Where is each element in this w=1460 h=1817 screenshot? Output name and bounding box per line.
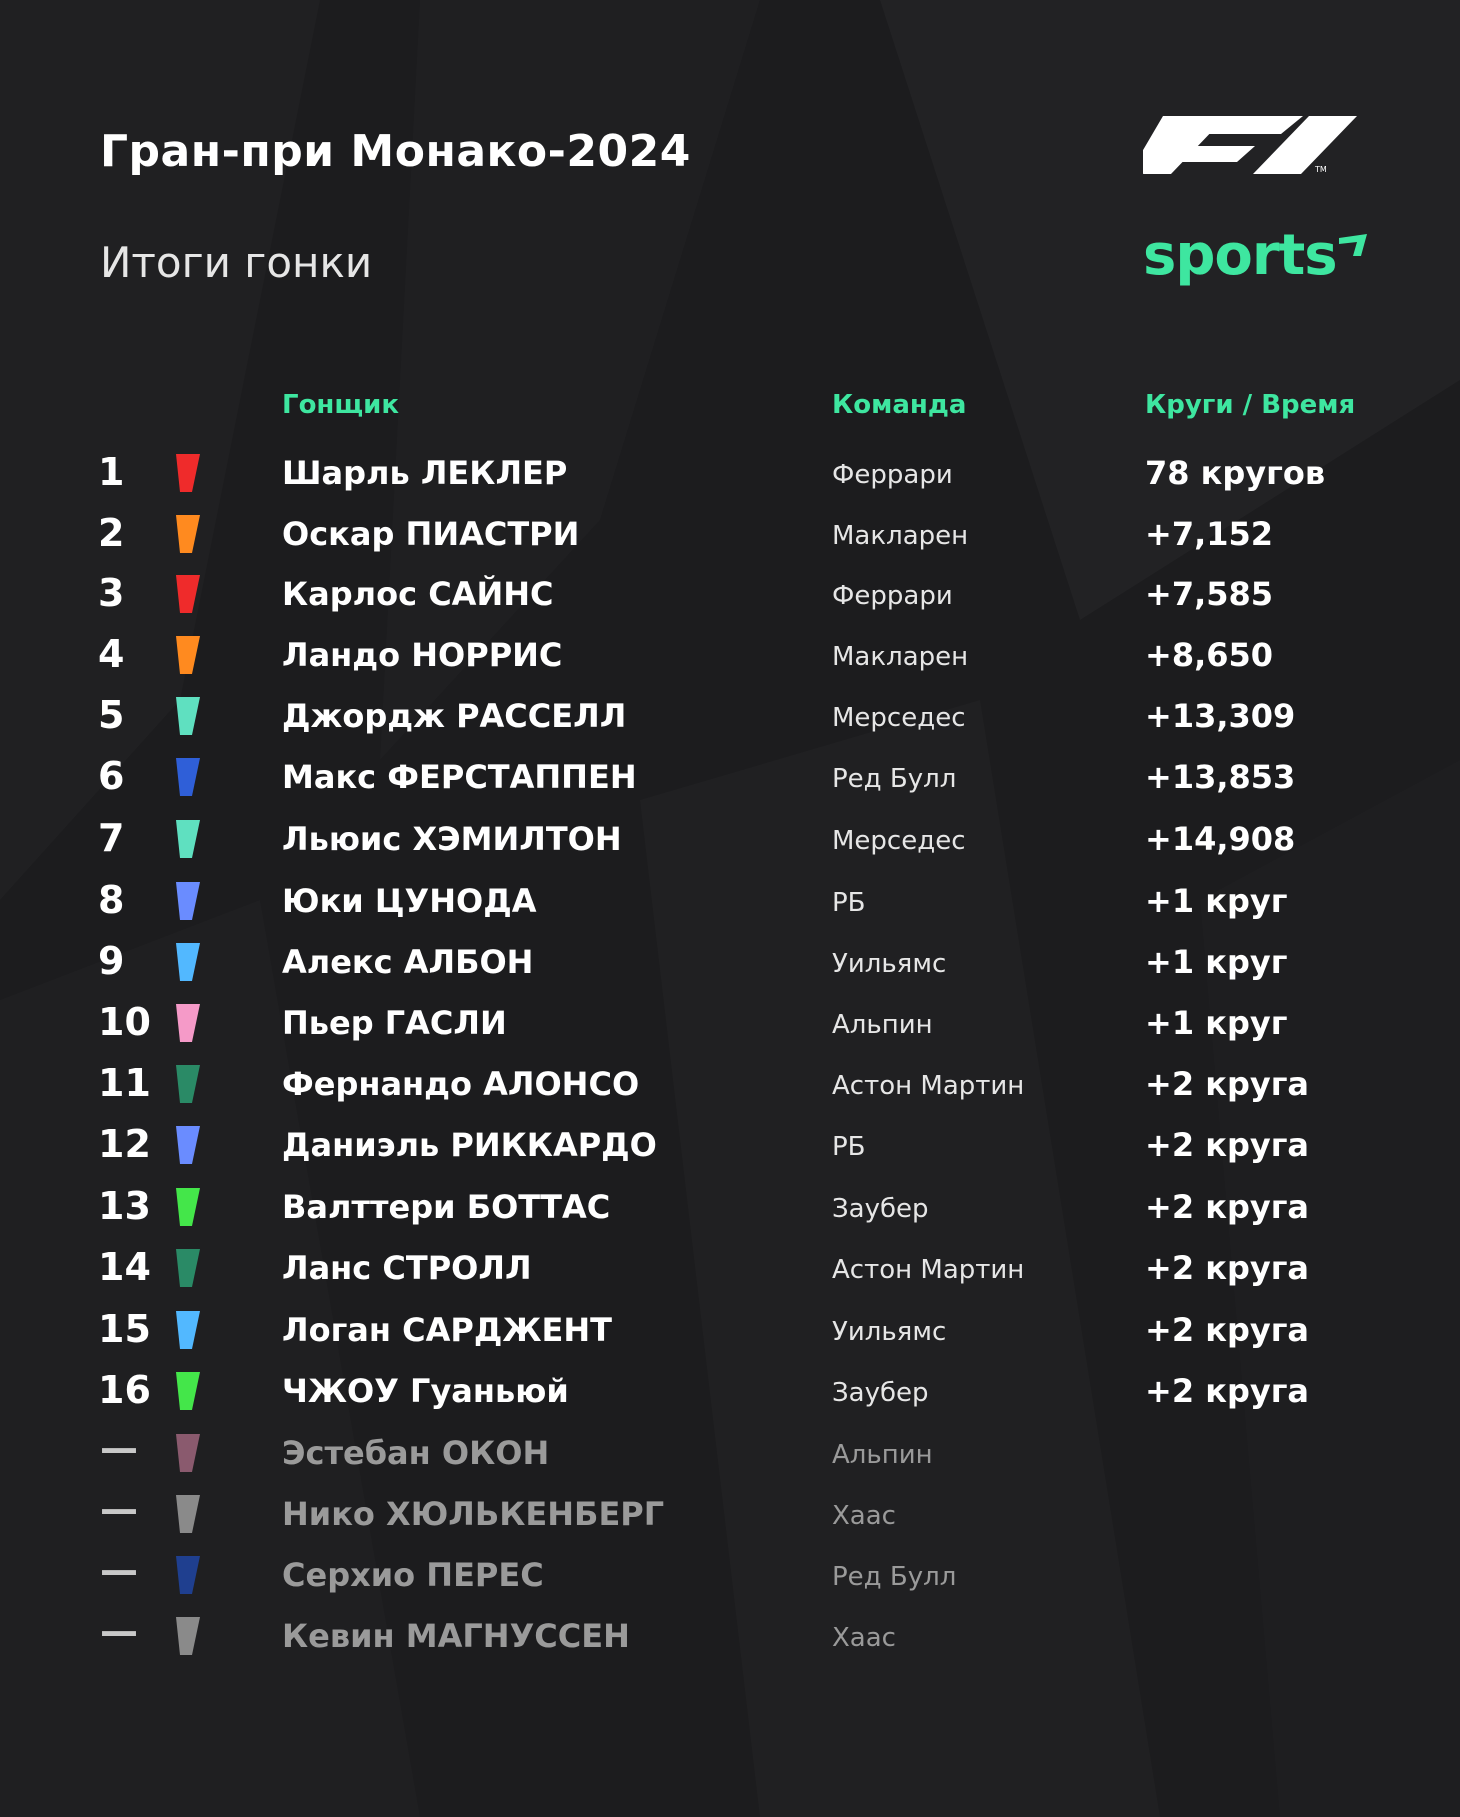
team-name: Астон Мартин xyxy=(832,1071,1025,1101)
team-name: Уильямс xyxy=(832,1317,947,1347)
team-name: Ред Булл xyxy=(832,1562,957,1592)
laps-time: 78 кругов xyxy=(1145,454,1326,492)
laps-time: +13,853 xyxy=(1145,758,1296,796)
team-color-flag-icon xyxy=(174,1004,200,1042)
position: 13 xyxy=(98,1184,151,1228)
team-name: РБ xyxy=(832,888,866,918)
team-color-flag-icon xyxy=(174,1495,200,1533)
team-name: Астон Мартин xyxy=(832,1255,1025,1285)
position: — xyxy=(100,1487,138,1531)
column-header-driver: Гонщик xyxy=(282,390,399,420)
table-row xyxy=(0,1605,1460,1665)
driver-name: Даниэль РИККАРДО xyxy=(282,1126,657,1164)
team-name: Макларен xyxy=(832,521,969,551)
team-color-flag-icon xyxy=(174,943,200,981)
table-row xyxy=(0,746,1460,806)
team-name: Мерседес xyxy=(832,826,966,856)
position: 8 xyxy=(98,878,125,922)
laps-time: +1 круг xyxy=(1145,943,1288,981)
position: — xyxy=(100,1548,138,1592)
table-row xyxy=(0,870,1460,930)
laps-time: +2 круга xyxy=(1145,1188,1310,1226)
page-title: Гран-при Монако-2024 xyxy=(100,126,691,177)
table-row xyxy=(0,992,1460,1052)
laps-time: +2 круга xyxy=(1145,1249,1310,1287)
position: 3 xyxy=(98,571,125,615)
driver-name: Серхио ПЕРЕС xyxy=(282,1556,544,1594)
table-row xyxy=(0,1237,1460,1297)
position: 10 xyxy=(98,1000,151,1044)
driver-name: Ланс СТРОЛЛ xyxy=(282,1249,532,1287)
table-row xyxy=(0,563,1460,623)
sports-logo-text: sports xyxy=(1143,223,1337,288)
team-name: РБ xyxy=(832,1132,866,1162)
position: — xyxy=(100,1426,138,1470)
driver-name: Шарль ЛЕКЛЕР xyxy=(282,454,568,492)
team-color-flag-icon xyxy=(174,1065,200,1103)
position: 16 xyxy=(98,1368,151,1412)
position: 2 xyxy=(98,511,125,555)
driver-name: ЧЖОУ Гуаньюй xyxy=(282,1372,569,1410)
table-row xyxy=(0,1299,1460,1359)
team-color-flag-icon xyxy=(174,1188,200,1226)
table-row xyxy=(0,442,1460,502)
f1-logo xyxy=(1143,116,1357,174)
team-name: Ред Булл xyxy=(832,764,957,794)
team-name: Феррари xyxy=(832,581,953,611)
driver-name: Эстебан ОКОН xyxy=(282,1434,550,1472)
driver-name: Логан САРДЖЕНТ xyxy=(282,1311,612,1349)
table-row xyxy=(0,1114,1460,1174)
column-header-time: Круги / Время xyxy=(1145,390,1356,420)
driver-name: Ландо НОРРИС xyxy=(282,636,563,674)
position: 7 xyxy=(98,816,125,860)
laps-time: +2 круга xyxy=(1145,1372,1310,1410)
table-row xyxy=(0,1053,1460,1113)
team-color-flag-icon xyxy=(174,882,200,920)
position: 6 xyxy=(98,754,125,798)
team-color-flag-icon xyxy=(174,1249,200,1287)
laps-time: +14,908 xyxy=(1145,820,1296,858)
team-name: Феррари xyxy=(832,460,953,490)
driver-name: Карлос САЙНС xyxy=(282,575,554,613)
table-row xyxy=(0,931,1460,991)
table-row xyxy=(0,1422,1460,1482)
driver-name: Алекс АЛБОН xyxy=(282,943,534,981)
position: 11 xyxy=(98,1061,151,1105)
laps-time: +2 круга xyxy=(1145,1311,1310,1349)
laps-time: +1 круг xyxy=(1145,1004,1288,1042)
team-color-flag-icon xyxy=(174,515,200,553)
svg-text:TM: TM xyxy=(1315,165,1327,174)
position: 12 xyxy=(98,1122,151,1166)
team-color-flag-icon xyxy=(174,1617,200,1655)
position: 1 xyxy=(98,450,125,494)
column-header-team: Команда xyxy=(832,390,967,420)
team-color-flag-icon xyxy=(174,454,200,492)
laps-time: +2 круга xyxy=(1145,1065,1310,1103)
table-row xyxy=(0,624,1460,684)
team-name: Альпин xyxy=(832,1010,933,1040)
team-color-flag-icon xyxy=(174,1311,200,1349)
team-color-flag-icon xyxy=(174,758,200,796)
position: 4 xyxy=(98,632,125,676)
driver-name: Кевин МАГНУССЕН xyxy=(282,1617,630,1655)
laps-time: +8,650 xyxy=(1145,636,1274,674)
table-row xyxy=(0,1360,1460,1420)
driver-name: Нико ХЮЛЬКЕНБЕРГ xyxy=(282,1495,665,1533)
page-subtitle: Итоги гонки xyxy=(100,238,373,287)
table-row xyxy=(0,1544,1460,1604)
driver-name: Макс ФЕРСТАППЕН xyxy=(282,758,637,796)
table-row xyxy=(0,503,1460,563)
team-color-flag-icon xyxy=(174,575,200,613)
team-color-flag-icon xyxy=(174,1372,200,1410)
team-color-flag-icon xyxy=(174,1126,200,1164)
position: — xyxy=(100,1609,138,1653)
driver-name: Фернандо АЛОНСО xyxy=(282,1065,640,1103)
team-color-flag-icon xyxy=(174,820,200,858)
team-color-flag-icon xyxy=(174,697,200,735)
sports-logo-mark-icon xyxy=(1339,234,1369,258)
driver-name: Джордж РАССЕЛЛ xyxy=(282,697,627,735)
team-name: Уильямс xyxy=(832,949,947,979)
team-name: Макларен xyxy=(832,642,969,672)
team-name: Альпин xyxy=(832,1440,933,1470)
driver-name: Оскар ПИАСТРИ xyxy=(282,515,580,553)
table-row xyxy=(0,1176,1460,1236)
team-name: Хаас xyxy=(832,1623,896,1653)
position: 15 xyxy=(98,1307,151,1351)
laps-time: +2 круга xyxy=(1145,1126,1310,1164)
team-name: Заубер xyxy=(832,1378,929,1408)
driver-name: Юки ЦУНОДА xyxy=(282,882,537,920)
laps-time: +7,585 xyxy=(1145,575,1274,613)
driver-name: Пьер ГАСЛИ xyxy=(282,1004,507,1042)
position: 14 xyxy=(98,1245,151,1289)
driver-name: Льюис ХЭМИЛТОН xyxy=(282,820,622,858)
team-name: Заубер xyxy=(832,1194,929,1224)
table-row xyxy=(0,685,1460,745)
team-color-flag-icon xyxy=(174,1556,200,1594)
laps-time: +1 круг xyxy=(1145,882,1288,920)
team-name: Мерседес xyxy=(832,703,966,733)
sports-logo xyxy=(1143,222,1369,288)
table-row xyxy=(0,1483,1460,1543)
team-color-flag-icon xyxy=(174,636,200,674)
laps-time: +7,152 xyxy=(1145,515,1274,553)
position: 5 xyxy=(98,693,125,737)
laps-time: +13,309 xyxy=(1145,697,1296,735)
position: 9 xyxy=(98,939,125,983)
team-name: Хаас xyxy=(832,1501,896,1531)
team-color-flag-icon xyxy=(174,1434,200,1472)
driver-name: Валттери БОТТАС xyxy=(282,1188,611,1226)
table-row xyxy=(0,808,1460,868)
